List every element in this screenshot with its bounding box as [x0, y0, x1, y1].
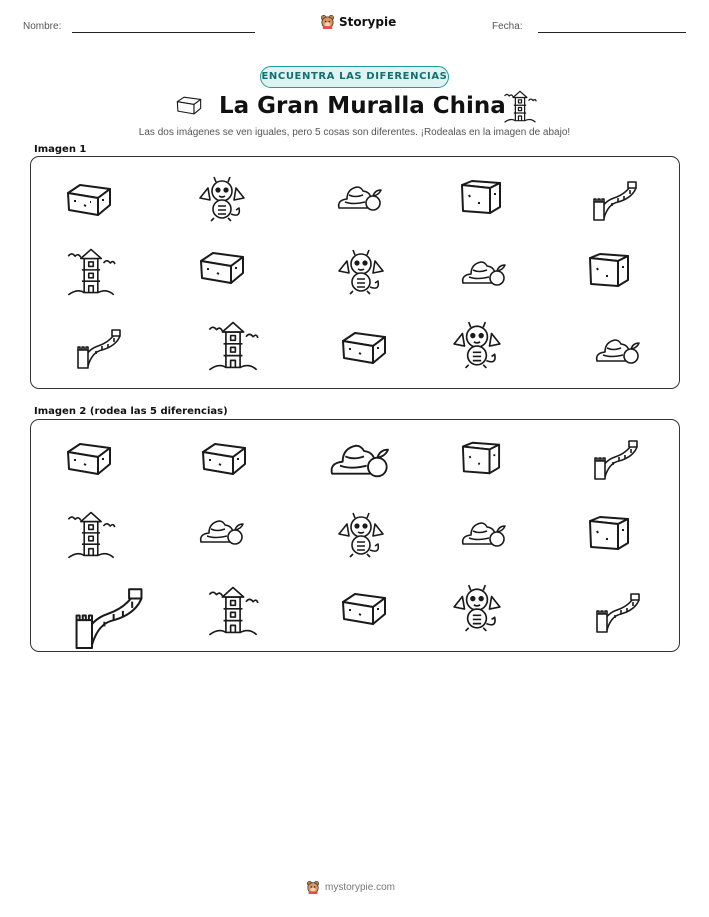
brand-name: Storypie	[339, 14, 397, 29]
cream-orange-icon	[329, 439, 391, 479]
tofu-icon	[461, 440, 501, 476]
tofu-icon	[341, 590, 387, 626]
pagoda-icon	[207, 582, 259, 638]
dragon-icon	[337, 249, 385, 295]
image2-panel[interactable]	[30, 419, 680, 652]
footer	[306, 880, 395, 894]
cream-orange-icon	[461, 257, 507, 287]
tofu-icon	[341, 329, 387, 365]
great-wall-icon	[76, 324, 122, 368]
great-wall-icon	[593, 435, 639, 479]
pagoda-icon	[207, 317, 259, 373]
image2-label: Imagen 2 (rodea las 5 diferencias)	[34, 406, 228, 417]
tofu-icon	[66, 440, 112, 476]
great-wall-icon	[71, 580, 147, 648]
image1-label: Imagen 1	[34, 144, 87, 155]
activity-badge: ENCUENTRA LAS DIFERENCIAS	[260, 66, 449, 88]
great-wall-icon	[592, 176, 638, 220]
cream-orange-icon	[337, 182, 383, 212]
cream-orange-icon	[461, 518, 507, 548]
date-field[interactable]	[538, 32, 686, 33]
tofu-icon	[199, 249, 245, 285]
tofu-icon	[201, 440, 247, 476]
cream-orange-icon	[199, 516, 245, 546]
dragon-icon	[452, 321, 502, 369]
name-label: Nombre:	[23, 21, 62, 32]
brand-logo	[320, 14, 396, 29]
tofu-icon	[174, 95, 204, 115]
cream-orange-icon	[595, 335, 641, 365]
bear-mascot-icon	[306, 880, 320, 894]
page-title: La Gran Muralla China	[219, 93, 506, 119]
instructions-text: Las dos imágenes se ven iguales, pero 5 cosas son diferentes. ¡Rodealas en la imagen de abajo!	[138, 127, 571, 138]
tofu-icon	[587, 252, 631, 288]
tofu-icon	[587, 515, 631, 551]
bear-mascot-icon	[320, 14, 335, 29]
date-label: Fecha:	[492, 21, 523, 32]
tofu-icon	[66, 181, 112, 217]
tofu-icon	[460, 179, 502, 215]
image1-panel	[30, 156, 680, 389]
dragon-icon	[337, 512, 385, 558]
pagoda-icon	[66, 508, 116, 560]
dragon-icon	[198, 176, 246, 222]
pagoda-icon	[503, 88, 537, 124]
name-field[interactable]	[72, 32, 255, 33]
footer-url[interactable]: mystorypie.com	[325, 881, 396, 893]
great-wall-icon	[595, 588, 641, 632]
dragon-icon	[452, 584, 502, 632]
pagoda-icon	[66, 243, 116, 299]
